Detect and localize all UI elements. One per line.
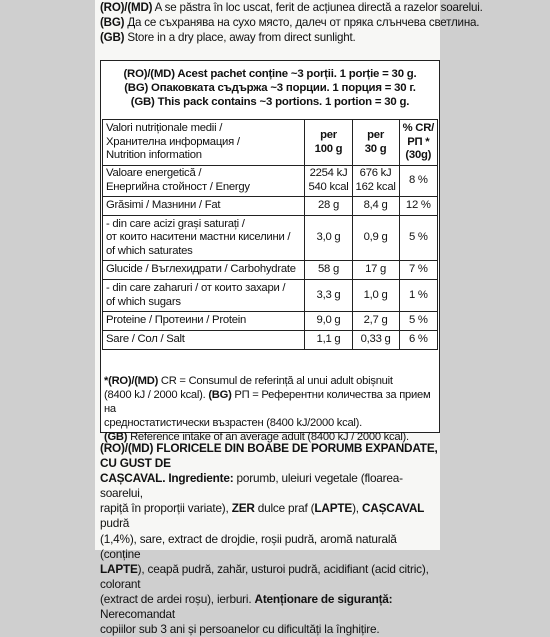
energy-label xyxy=(103,166,305,197)
ingredients-text: ), ceapă pudră, zahăr, usturoi pudră, acidifiant (acid citric), colorant xyxy=(100,561,429,591)
energy-pct: 8 % xyxy=(399,166,437,197)
header-per100 xyxy=(305,120,352,166)
nutrition-table xyxy=(102,119,438,350)
energy-label-line: Енергийна стойност / Energy xyxy=(106,181,250,193)
energy-per30-kj: 676 kJ xyxy=(359,167,392,180)
energy-per30 xyxy=(352,166,399,197)
note-text: CR = Consumul de referință al unui adult obișnuit xyxy=(158,375,393,387)
lang-code: (RO)/(MD) xyxy=(100,1,153,14)
ingredients-text: dulce praf ( xyxy=(254,501,315,516)
safety-warning-label: Atenționare de siguranță: xyxy=(254,591,393,606)
header-per30 xyxy=(352,120,399,166)
carbs-label: Glucide / Въглехидрати / Carbohydrate xyxy=(103,261,305,280)
header-per100-line: per xyxy=(320,128,337,141)
header-label-line: Хранителна информация / xyxy=(106,135,240,148)
storage-text: Store in a dry place, away from direct sunlight. xyxy=(124,31,356,44)
carbs-per100: 58 g xyxy=(305,261,352,280)
storage-text: Да се съхранява на сухо място, далеч от пряка слънчева светлина. xyxy=(124,16,480,29)
ingredients-block xyxy=(100,441,440,637)
lang-code: (BG) xyxy=(208,389,232,401)
note-line xyxy=(104,388,438,416)
sugars-label xyxy=(103,280,305,312)
product-title-end: CAȘCAVAL. xyxy=(100,471,166,486)
ingredients-line xyxy=(100,532,440,562)
header-per30-line: per xyxy=(367,128,384,141)
lang-code: (GB) xyxy=(100,31,125,44)
energy-per100-kcal: 540 kcal xyxy=(308,181,349,193)
saturates-label-line: от които наситени мастни киселини / xyxy=(106,231,291,244)
saturates-label-line: - din care acizi grași saturați / xyxy=(106,217,245,230)
sugars-label-line: of which sugars xyxy=(106,295,181,308)
table-header-row xyxy=(103,120,438,166)
note-line xyxy=(104,374,438,388)
table-row-energy xyxy=(103,166,438,197)
header-label-line: Valori nutriționale medii / xyxy=(106,122,223,135)
ingredients-label: Ingrediente: xyxy=(165,471,234,486)
ingredients-line xyxy=(100,592,440,622)
table-row-fat xyxy=(103,197,438,216)
table-row-carbs xyxy=(103,261,438,280)
fat-label: Grăsimi / Мазнини / Fat xyxy=(103,197,305,216)
lang-code: (GB) xyxy=(104,431,128,443)
energy-per30-kcal: 162 kcal xyxy=(355,181,396,193)
salt-per100: 1,1 g xyxy=(305,331,352,350)
ingredients-text: (extract de ardei roșu), ierburi. xyxy=(100,591,255,606)
ingredients-text: pudră xyxy=(100,516,130,531)
sugars-pct: 1 % xyxy=(399,280,437,312)
storage-instructions xyxy=(100,0,483,45)
saturates-pct: 5 % xyxy=(399,216,437,261)
saturates-label xyxy=(103,216,305,261)
table-row-sugars xyxy=(103,280,438,312)
allergen-zer: ZER xyxy=(231,501,255,516)
header-pct-line: РП * xyxy=(407,135,430,148)
ingredients-line xyxy=(100,471,440,501)
header-pct-line: (30g) xyxy=(405,149,432,162)
carbs-pct: 7 % xyxy=(399,261,437,280)
portion-ro: (RO)/(MD) Acest pachet conține ~3 porții. 1 porție = 30 g. xyxy=(123,68,417,80)
protein-pct: 5 % xyxy=(399,312,437,331)
table-row-salt xyxy=(103,331,438,350)
storage-line-ro xyxy=(100,0,483,15)
note-text: (8400 kJ / 2000 kcal). xyxy=(104,389,209,401)
saturates-per30: 0,9 g xyxy=(352,216,399,261)
sugars-per30: 1,0 g xyxy=(352,280,399,312)
carbs-per30: 17 g xyxy=(352,261,399,280)
ingredients-line xyxy=(100,562,440,592)
fat-per100: 28 g xyxy=(305,197,352,216)
protein-per30: 2,7 g xyxy=(352,312,399,331)
allergen-lapte: LAPTE xyxy=(100,561,138,576)
ingredients-text: (1,4%), sare, extract de drojdie, roșii pudră, aromă naturală (conține xyxy=(100,531,397,561)
energy-label-line: Valoare energetică / xyxy=(106,167,202,180)
ingredients-text: copiilor sub 3 ani și persoanelor cu dificultăți la înghițire. xyxy=(100,622,380,637)
reference-intake-notes xyxy=(104,374,438,444)
nutrition-panel xyxy=(100,60,440,443)
portion-gb: (GB) This pack contains ~3 portions. 1 portion = 30 g. xyxy=(130,96,410,109)
protein-label: Proteine / Протеини / Protein xyxy=(103,312,305,331)
energy-per100-kj: 2254 kJ xyxy=(309,167,348,180)
salt-label: Sare / Сол / Salt xyxy=(103,331,305,350)
protein-per100: 9,0 g xyxy=(305,312,352,331)
header-per100-line: 100 g xyxy=(314,142,343,155)
storage-line-gb xyxy=(100,30,440,45)
fat-per30: 8,4 g xyxy=(352,197,399,216)
header-pct xyxy=(399,120,437,166)
sugars-per100: 3,3 g xyxy=(305,280,352,312)
ingredients-text: rapiță în proporții variate), xyxy=(100,501,232,516)
table-row-protein xyxy=(103,312,438,331)
note-text: Reference intake of an average adult (8400 kJ / 2000 kcal). xyxy=(127,431,409,443)
portion-info xyxy=(101,67,439,110)
lang-code: (BG) xyxy=(100,16,125,29)
table-row-saturates xyxy=(103,216,438,261)
ingredients-text: porumb, uleiuri vegetale (floarea-soarelui, xyxy=(100,471,403,501)
fat-pct: 12 % xyxy=(399,197,437,216)
energy-per100 xyxy=(305,166,352,197)
header-pct-line: % CR/ xyxy=(402,122,434,135)
portion-bg: (BG) Опаковката съдържа ~3 порции. 1 порция = 30 г. xyxy=(124,82,416,95)
storage-line-bg xyxy=(100,15,480,30)
note-text: РП = Референтни количества за прием на xyxy=(104,389,431,415)
ingredients-line xyxy=(100,622,440,637)
ingredients-text: ), xyxy=(352,501,362,516)
salt-pct: 6 % xyxy=(399,331,437,350)
ingredients-text: Nerecomandat xyxy=(100,607,175,622)
product-title-line: (RO)/(MD) FLORICELE DIN BOABE DE PORUMB EXPANDATE, CU GUST DE xyxy=(100,441,438,471)
header-label xyxy=(103,120,305,166)
note-text: средностатистически възрастен (8400 kJ/2000 kcal). xyxy=(104,417,363,429)
header-per30-line: 30 g xyxy=(364,142,387,155)
sugars-label-line: - din care zaharuri / от които захари / xyxy=(106,281,286,294)
header-label-line: Nutrition information xyxy=(106,149,202,162)
allergen-cascaval: CAȘCAVAL xyxy=(361,501,425,516)
salt-per30: 0,33 g xyxy=(352,331,399,350)
saturates-per100: 3,0 g xyxy=(305,216,352,261)
allergen-lapte: LAPTE xyxy=(314,501,353,516)
note-line xyxy=(104,416,438,430)
storage-text: A se păstra în loc uscat, ferit de acțiunea directă a razelor soarelui. xyxy=(152,1,483,14)
ingredients-line xyxy=(100,501,440,531)
saturates-label-line: of which saturates xyxy=(106,244,193,257)
lang-code: *(RO)/(MD) xyxy=(104,375,159,387)
